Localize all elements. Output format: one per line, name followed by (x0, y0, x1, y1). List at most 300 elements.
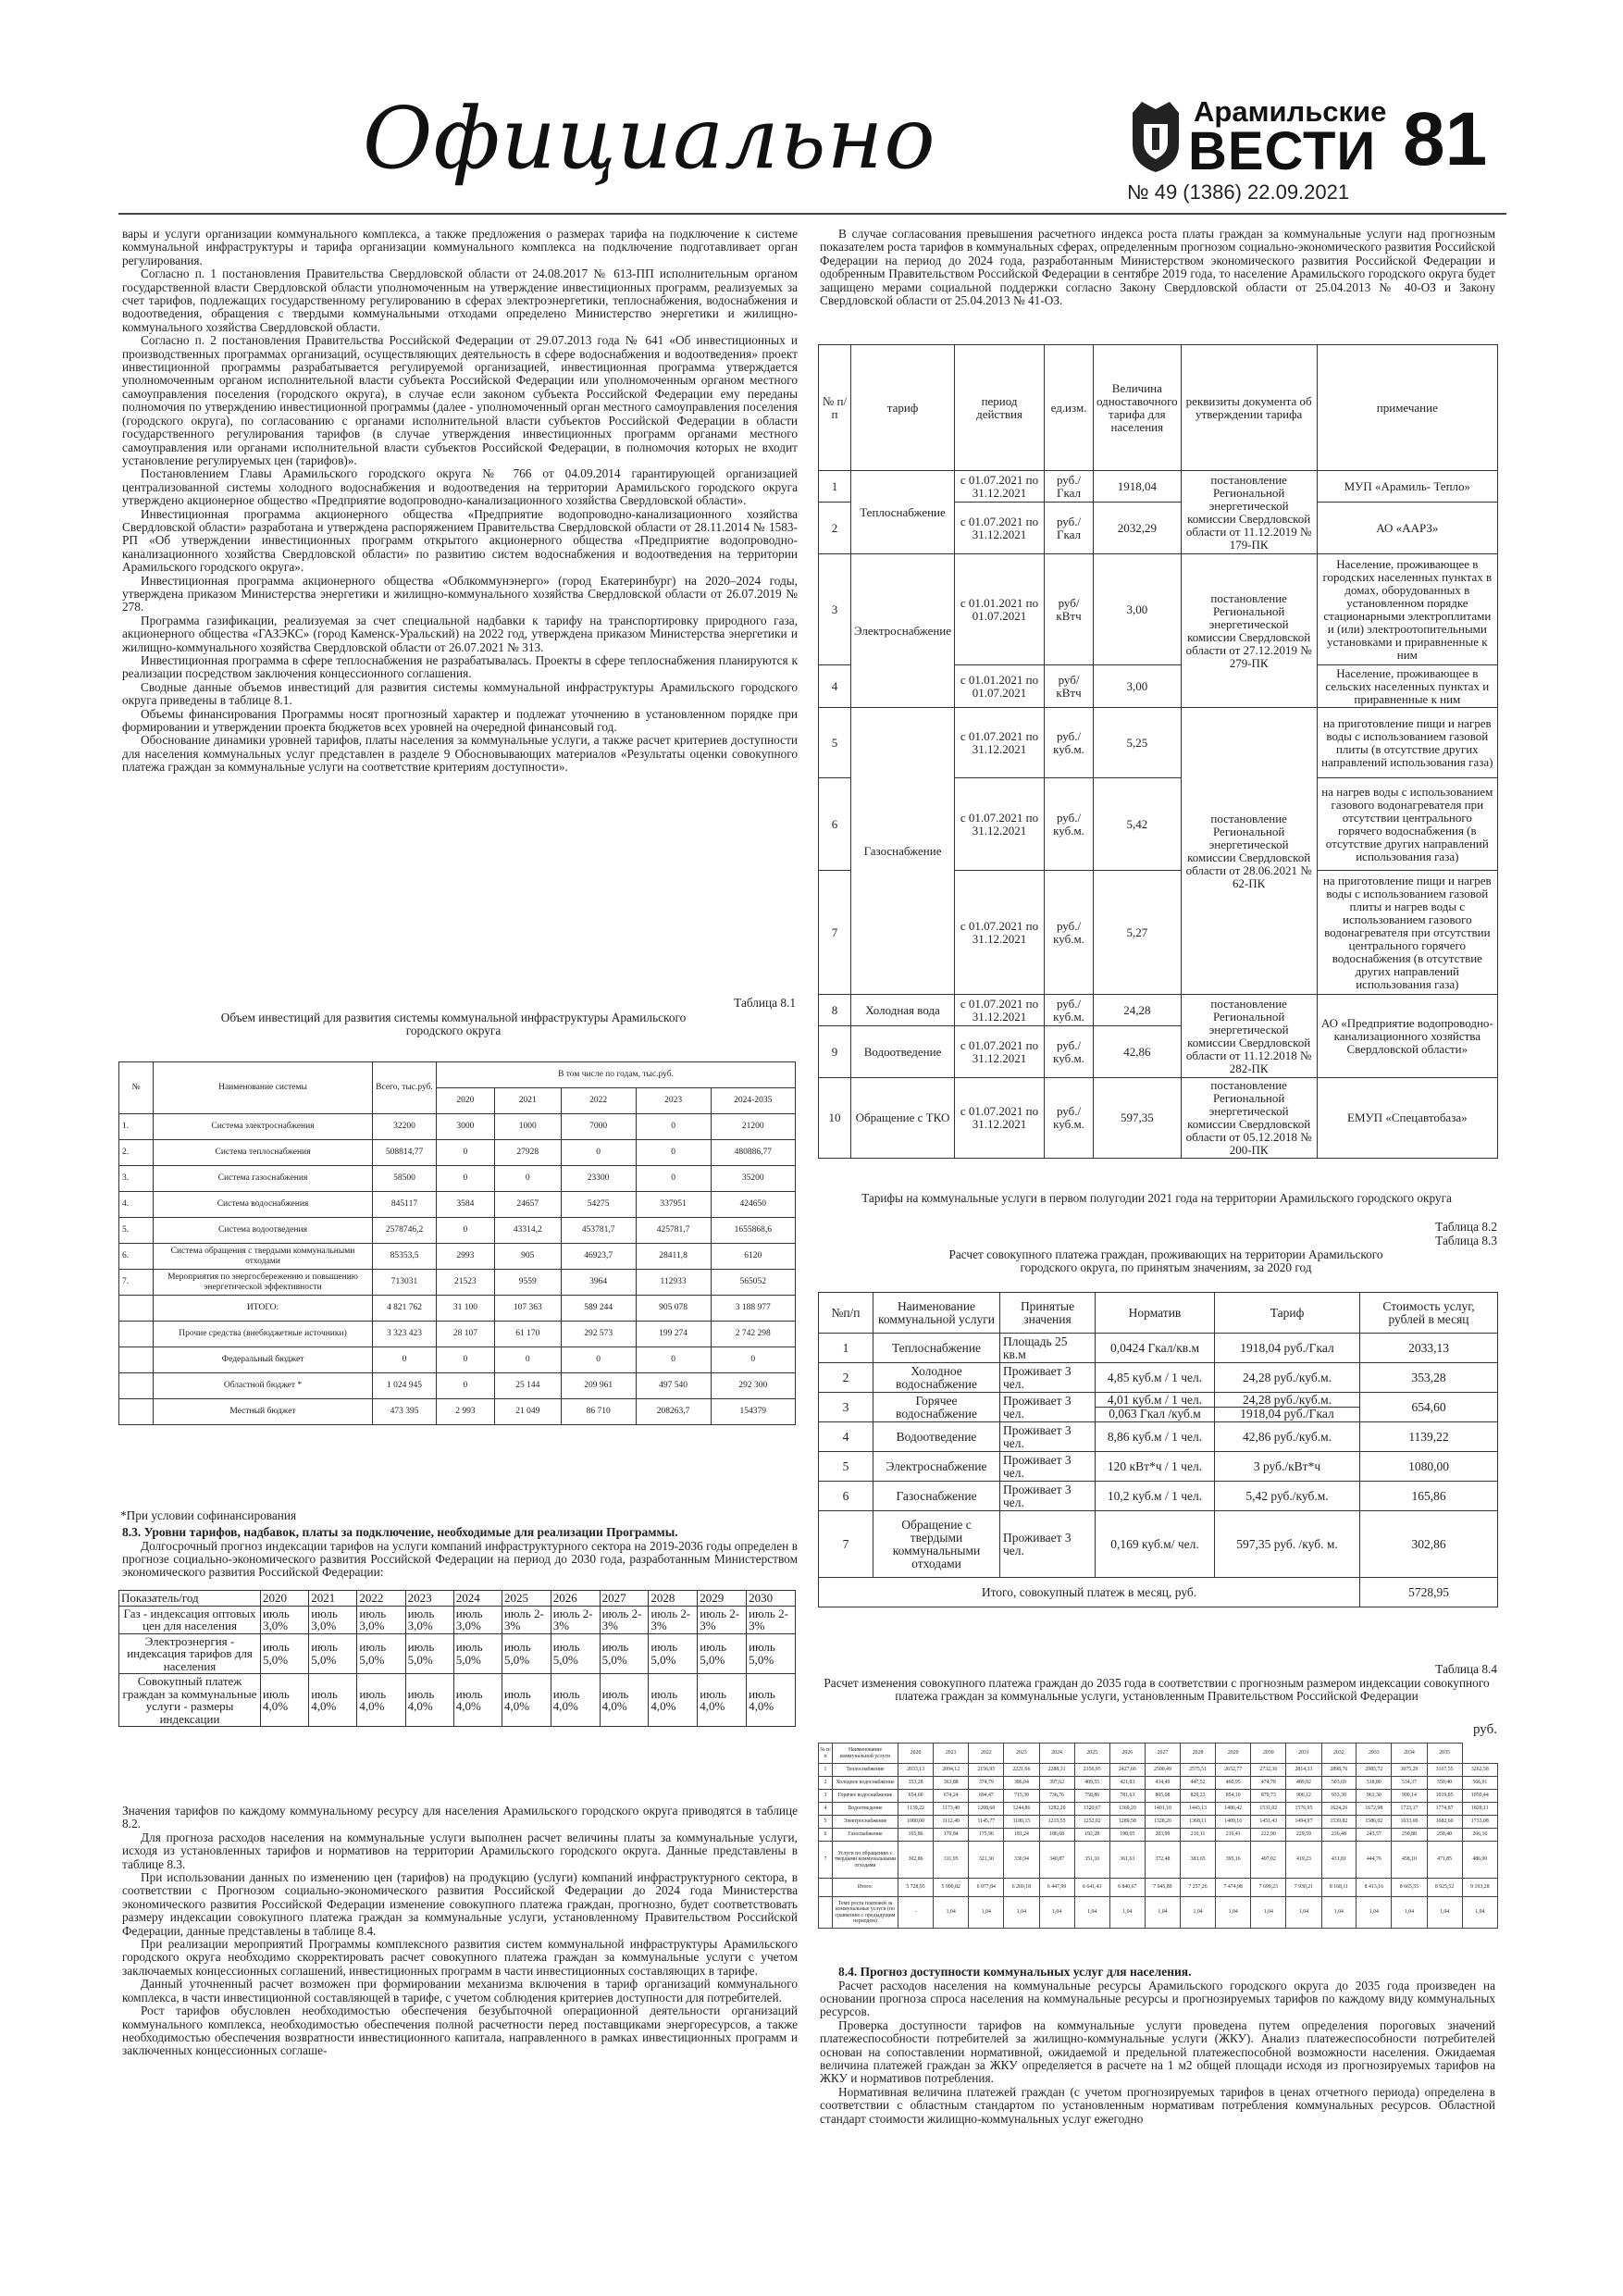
table-row (119, 1373, 796, 1399)
cell: 1173,40 (934, 1803, 969, 1816)
cell: 222,90 (1251, 1829, 1286, 1842)
col-header: 2023 (405, 1591, 453, 1607)
cell: 2288,31 (1039, 1764, 1074, 1777)
cell: 292 300 (711, 1373, 795, 1399)
paragraph: Данный уточненный расчет возможен при формировании механизма включения в тариф организаций коммунального комплекса, в части инвестиционной составляющей в тарифе, с учетом соблюдения критериев доступности для потребителей. (122, 1977, 798, 2004)
cell: 905 078 (636, 1296, 711, 1322)
cell: 6120 (711, 1244, 795, 1270)
cell: 3584 (437, 1192, 495, 1218)
cell: Электроснабжение (833, 1816, 898, 1829)
cell: 6 077,84 (969, 1879, 1004, 1897)
cell: 4 (819, 1422, 873, 1452)
cell: 1,04 (1286, 1897, 1321, 1929)
cell: 229,59 (1286, 1829, 1321, 1842)
cell: 3262,58 (1462, 1764, 1497, 1777)
cell: Мероприятия по энергосбережению и повышению энергетической эффективности (154, 1270, 373, 1296)
cell: 1918,04 (1094, 471, 1182, 503)
cell: 86 710 (561, 1399, 636, 1425)
cell: 236,48 (1321, 1829, 1357, 1842)
cell: 1328,26 (1145, 1816, 1180, 1829)
cell: июль 3,0% (309, 1606, 357, 1633)
cell: 508814,77 (373, 1140, 437, 1166)
cell: 3000 (437, 1114, 495, 1140)
table-row (119, 1322, 796, 1347)
cell (119, 1399, 154, 1425)
col-header: Величина одноставочного тарифа для населения (1094, 345, 1182, 471)
col-header: 2033 (1357, 1744, 1392, 1764)
cell: 186,68 (1039, 1829, 1074, 1842)
cell: 10,2 куб.м / 1 чел. (1096, 1482, 1215, 1511)
cell: 0 (494, 1166, 561, 1192)
cell: 2 (819, 503, 851, 554)
cell: Холодное водоснабжение (833, 1777, 898, 1790)
cell: Население, проживающее в сельских населенных пунктах и приравненные к ним (1317, 665, 1497, 708)
cell: 6 641,43 (1074, 1879, 1109, 1897)
col-header: № п/п (819, 345, 851, 471)
cell: 31 100 (437, 1296, 495, 1322)
col-header: 2025 (502, 1591, 551, 1607)
cell: 6 260,18 (1004, 1879, 1039, 1897)
table-total-row (819, 1578, 1498, 1607)
cell: 805,08 (1145, 1790, 1180, 1803)
cell: июль 5,0% (747, 1633, 796, 1674)
table-8-4-label: Таблица 8.4 (1435, 1662, 1497, 1676)
col-header: реквизиты документа об утверждении тарифа (1181, 345, 1317, 471)
cell: 1282,20 (1039, 1803, 1074, 1816)
cell: 112933 (636, 1270, 711, 1296)
cell: 5,42 руб./куб.м. (1215, 1482, 1360, 1511)
cell: 905 (494, 1244, 561, 1270)
table-row (819, 1897, 1498, 1929)
cell: 24,28 (1094, 995, 1182, 1026)
cell: 7 699,23 (1251, 1879, 1286, 1897)
cell: 165,86 (1360, 1482, 1498, 1511)
cell: Горячее водоснабжение (833, 1790, 898, 1803)
cell: 7 257,26 (1181, 1879, 1216, 1897)
cell: руб./куб.м. (1045, 1026, 1094, 1078)
cell: 3 323 423 (373, 1322, 437, 1347)
paragraph: Нормативная величина платежей граждан (с учетом прогнозируемых тарифов в ценах отчетного периода) определена в соответствии с областным стандартом по установленным нормативам потребления коммунальных ресурсов. Областной стандарт стоимости жилищно-коммунальных услуг ежегодно (820, 2084, 1495, 2126)
cell: 1401,10 (1145, 1803, 1180, 1816)
cell: июль 4,0% (309, 1674, 357, 1727)
col-header: 2031 (1286, 1744, 1321, 1764)
cell: 5728,95 (1360, 1578, 1498, 1607)
cell: Проживает 3 чел. (1000, 1482, 1096, 1511)
cell: 1,04 (969, 1897, 1004, 1929)
cell: 2 993 (437, 1399, 495, 1425)
table-row (819, 1452, 1498, 1482)
col-header: Показатель/год (119, 1591, 261, 1607)
cell-line: 4,01 куб.м / 1 чел. (1096, 1394, 1214, 1408)
col-header: 2029 (1216, 1744, 1251, 1764)
col-header: 2021 (494, 1088, 561, 1114)
cell: июль 4,0% (357, 1674, 405, 1727)
cell (819, 1879, 833, 1897)
cell: 24657 (494, 1192, 561, 1218)
cell: 321,30 (969, 1842, 1004, 1879)
tariff-table-caption: Тарифы на коммунальные услуги в первом полугодии 2021 года на территории Арамильского городского округа (861, 1191, 1452, 1205)
cell: постановление Региональной энергетической комиссии Свердловской области от 27.12.2019 № 279-ПК (1181, 554, 1317, 708)
cell: Электроснабжение (851, 554, 955, 708)
col-header: 2020 (437, 1088, 495, 1114)
cell: 58500 (373, 1166, 437, 1192)
cell: июль 5,0% (405, 1633, 453, 1674)
cell: 4 821 762 (373, 1296, 437, 1322)
table-8-1 (118, 1061, 796, 1425)
cell: 28 107 (437, 1322, 495, 1347)
cell: 46923,7 (561, 1244, 636, 1270)
cell: 1,04 (1145, 1897, 1180, 1929)
col-header: 2025 (1074, 1744, 1109, 1764)
cell: Обращение с твердыми коммунальными отходами (873, 1511, 1000, 1578)
cell: руб./Гкал (1045, 471, 1094, 503)
cell: июль 4,0% (747, 1674, 796, 1727)
table-row (819, 1511, 1498, 1578)
table-row (119, 1347, 796, 1373)
cell: июль 4,0% (649, 1674, 698, 1727)
cell: 7000 (561, 1114, 636, 1140)
header-rule (118, 213, 1506, 215)
cell: 1320,67 (1074, 1803, 1109, 1816)
table-row (119, 1296, 796, 1322)
paragraph: Проверка доступности тарифов на коммунальные услуги проведена путем определения пороговых значений платежеспособности потребителей за жилищно-коммунальные услуги (ЖКУ). Анализ платежеспособности потребителей основан на сопоставлении нормативной, ожидаемой и предельной платежеспособной возможности населения. Ожидаемая величина платежей граждан за ЖКУ определяется в расчете на 1 м2 общей площади исходя из прогнозируемых тарифов на ЖКУ и нормативов потребления. (820, 2017, 1495, 2086)
cell: 486,00 (1462, 1842, 1497, 1879)
cell: Система теплоснабжения (154, 1140, 373, 1166)
cell: 42,86 (1094, 1026, 1182, 1078)
table-row (819, 1790, 1498, 1803)
cell: 434,49 (1145, 1777, 1180, 1790)
table-row (819, 1842, 1498, 1879)
cell: 199 274 (636, 1322, 711, 1347)
cell: 2652,77 (1216, 1764, 1251, 1777)
cell: 1,04 (1181, 1897, 1216, 1929)
cell: 460,95 (1216, 1777, 1251, 1790)
cell: 5. (119, 1218, 154, 1244)
cell: 8 413,16 (1357, 1879, 1392, 1897)
cell: 3,00 (1094, 554, 1182, 665)
table-row (119, 1244, 796, 1270)
col-header: № п/п (819, 1744, 833, 1764)
cell: 566,91 (1462, 1777, 1497, 1790)
col-header: 2029 (698, 1591, 747, 1607)
paragraph: В случае согласования превышения расчетного индекса роста платы граждан за коммунальные услуги над прогнозным показателем роста тарифов в коммунальных сферах, определенным прогнозом социально-экономического развития Российской Федерации на период до 2024 года, разработанным Министерством экономического развития Российской Федерации и одобренным Правительством Российской Федерации в сентябре 2019 года, то население Арамильского городского округа будет защищено мерами социальной поддержки согласно Закону Свердловской области от 25.04.2013 № 40-ОЗ и Закону Свердловской области от 25.04.2013 № 41-ОЗ. (820, 227, 1495, 308)
cell: 1360,29 (1109, 1803, 1145, 1816)
cell: июль 5,0% (649, 1633, 698, 1674)
cell: 1655868,6 (711, 1218, 795, 1244)
cell: 210,11 (1181, 1829, 1216, 1842)
cell: Теплоснабжение (833, 1764, 898, 1777)
cell: 209 961 (561, 1373, 636, 1399)
cell: Темп роста платежей за коммунальные услуги (по сравнению с предыдущим периодом) (833, 1897, 898, 1929)
cell: ЕМУП «Спецавтобаза» (1317, 1078, 1497, 1159)
table-8-4-unit: руб. (1473, 1722, 1497, 1737)
col-header: Наименование системы (154, 1062, 373, 1114)
cell: 2221,66 (1004, 1764, 1039, 1777)
cell: 3 (819, 554, 851, 665)
col-header: 2024-2035 (711, 1088, 795, 1114)
col-header: 2028 (1181, 1744, 1216, 1764)
cell: 395,16 (1216, 1842, 1251, 1879)
col-header: период действия (955, 345, 1045, 471)
cell: Газоснабжение (873, 1482, 1000, 1511)
col-header: 2024 (1039, 1744, 1074, 1764)
cell: 8 925,52 (1427, 1879, 1462, 1897)
cell: Холодное водоснабжение (873, 1363, 1000, 1393)
table-row (119, 1140, 796, 1166)
cell: Проживает 3 чел. (1000, 1422, 1096, 1452)
cell: июль 5,0% (698, 1633, 747, 1674)
cell: 1531,02 (1251, 1803, 1286, 1816)
cell: руб./куб.м. (1045, 1078, 1094, 1159)
cell: 5 (819, 1816, 833, 1829)
cell: с 01.07.2021 по 31.12.2021 (955, 778, 1045, 871)
cell (1215, 1393, 1360, 1422)
cell: 216,41 (1216, 1829, 1251, 1842)
cell: Система водоотведения (154, 1218, 373, 1244)
paragraph: Объемы финансирования Программы носят прогнозный характер и подлежат уточнению в установленном порядке при формировании и утверждении проекта бюджетов всех уровней на очередной финансовый год. (122, 706, 798, 735)
col-header: 2035 (1427, 1744, 1462, 1764)
cell: 6 (819, 1829, 833, 1842)
cell: июль 5,0% (309, 1633, 357, 1674)
paragraph: вары и услуги организации коммунального комплекса, а также предложения о размерах тарифа на подключение к системе коммунальной инфраструктуры и тарифа организации коммунального комплекса на подключение подготавливает орган регулирования. (122, 227, 798, 267)
cell: 330,94 (1004, 1842, 1039, 1879)
cell: 208263,7 (636, 1399, 711, 1425)
col-header: 2022 (357, 1591, 405, 1607)
cell: 9 193,28 (1462, 1879, 1497, 1897)
cell: 1000 (494, 1114, 561, 1140)
cell-line: 24,28 руб./куб.м. (1215, 1394, 1359, 1408)
tariff-table (818, 344, 1498, 1159)
cell: 933,30 (1321, 1790, 1357, 1803)
cell: 0 (437, 1218, 495, 1244)
cell: Водоотведение (851, 1026, 955, 1078)
cell: 25 144 (494, 1373, 561, 1399)
cell: 1,04 (1004, 1897, 1039, 1929)
cell: 5 900,82 (934, 1879, 969, 1897)
cell: 154379 (711, 1399, 795, 1425)
col-header: 2023 (1004, 1744, 1039, 1764)
cell: 292 573 (561, 1322, 636, 1347)
cell: июль 3,0% (357, 1606, 405, 1633)
table-row (119, 1166, 796, 1192)
cell: 3964 (561, 1270, 636, 1296)
table-row (119, 1399, 796, 1425)
section-8-3 (122, 1526, 798, 1580)
cell: 340,87 (1039, 1842, 1074, 1879)
col-header: 2032 (1321, 1744, 1357, 1764)
cell: 1,04 (934, 1897, 969, 1929)
cell: 1080,00 (1360, 1452, 1498, 1482)
col-header: №п/п (819, 1293, 873, 1334)
cell: 1080,00 (898, 1816, 934, 1829)
cell: 1409,16 (1216, 1816, 1251, 1829)
cell: 8,86 куб.м / 1 чел. (1096, 1422, 1215, 1452)
cell (119, 1373, 154, 1399)
cell: 1. (119, 1114, 154, 1140)
col-header: 2020 (898, 1744, 934, 1764)
cell: 1,04 (1074, 1897, 1109, 1929)
paragraph: Постановлением Главы Арамильского городского округа № 766 от 04.09.2014 гарантирующей организацией централизованной системы холодного водоснабжения и водоотведения на территории Арамильского городского округа утверждено акционерное общество «Предприятие водопроводно-канализационного хозяйства Свердловской области». (122, 466, 798, 508)
col-header: 2030 (747, 1591, 796, 1607)
cell: Газоснабжение (851, 708, 955, 995)
cell: 198,05 (1109, 1829, 1145, 1842)
cell: 4 (819, 665, 851, 708)
table-row (819, 1393, 1498, 1422)
cell: 2898,76 (1321, 1764, 1357, 1777)
paragraph: Инвестиционная программа акционерного общества «Облкоммунэнерго» (город Екатеринбург) на 2020–2024 годы, утверждена приказом Министерства энергетики и жилищно-коммунального хозяйства Свердловской области от 26.07.2019 № 278. (122, 573, 798, 614)
cell: 419,23 (1286, 1842, 1321, 1879)
cell: 302,86 (898, 1842, 934, 1879)
col-header: ед.изм. (1045, 345, 1094, 471)
cell: на приготовление пищи и нагрев воды с использованием газовой плиты (в отсутствие других направлений использования газа) (1317, 708, 1497, 778)
cell: 736,76 (1039, 1790, 1074, 1803)
cell: июль 4,0% (405, 1674, 453, 1727)
cell: Прочие средства (внебюджетные источники) (154, 1322, 373, 1347)
cell: Проживает 3 чел. (1000, 1393, 1096, 1422)
cell: 0 (636, 1166, 711, 1192)
table-8-4-title: Расчет изменения совокупного платежа граждан до 2035 года в соответствии с прогнозным размером индексации совокупного платежа граждан за коммунальные услуги, установленным Правительством Российской Федерации (824, 1676, 1490, 1704)
cell: Местный бюджет (154, 1399, 373, 1425)
cell: 503,69 (1321, 1777, 1357, 1790)
paragraph: Рост тарифов обусловлен необходимостью обеспечения безубыточной операционной деятельности организаций коммунального комплекса, необходимостью обеспечения полной расчетности перед поставщиками энергоресурсов, а также необходимостью обеспечения возвратности инвестиционного капитала, направленного в рамках инвестиционных программ и заключенных концессионных соглаше- (122, 2004, 798, 2058)
cell: руб/кВтч (1045, 554, 1094, 665)
cell: июль 2-3% (502, 1606, 551, 1633)
cell: постановление Региональной энергетической комиссии Свердловской области от 11.12.2018 № 282-ПК (1181, 995, 1317, 1078)
table-row (119, 1218, 796, 1244)
cell: 1624,26 (1321, 1803, 1357, 1816)
cell: 1733,08 (1462, 1816, 1497, 1829)
cell: 85353,5 (373, 1244, 437, 1270)
cell: 1252,02 (1074, 1816, 1109, 1829)
cell: Газ - индексация оптовых цен для населения (119, 1606, 261, 1633)
col-header: 2028 (649, 1591, 698, 1607)
page-number: 81 (1403, 97, 1488, 181)
cell: 1019,85 (1427, 1790, 1462, 1803)
col-header: Тариф (1215, 1293, 1360, 1334)
cell: 444,76 (1357, 1842, 1392, 1879)
cell: 2032,29 (1094, 503, 1182, 554)
cell: 243,57 (1357, 1829, 1392, 1842)
cell: 27928 (494, 1140, 561, 1166)
cell: 845117 (373, 1192, 437, 1218)
cell: 1494,97 (1286, 1816, 1321, 1829)
col-header: В том числе по годам, тыс.руб. (437, 1062, 796, 1088)
cell: 2 (819, 1777, 833, 1790)
cell: 8 665,55 (1392, 1879, 1427, 1897)
cell: июль 2-3% (698, 1606, 747, 1633)
cell: 2 (819, 1363, 873, 1393)
cell: 2993 (437, 1244, 495, 1270)
cell: 424650 (711, 1192, 795, 1218)
cell: постановление Региональной энергетической комиссии Свердловской области от 28.06.2021 № 62-ПК (1181, 708, 1317, 995)
cell: Система водоснабжения (154, 1192, 373, 1218)
cell: Федеральный бюджет (154, 1347, 373, 1373)
cell: 1139,22 (1360, 1422, 1498, 1452)
cell: руб./Гкал (1045, 503, 1094, 554)
paragraph: При использовании данных по изменению цен (тарифов) на продукцию (услуги) компаний инфраструктурного сектора, в соответствии с Прогнозом социально-экономического развития Российской Федерации до 2024 года Министерства экономического развития Российской Федерации изменение совокупного платежа граждан, прогнозно, будет соответствовать размеру индексации совокупного платежа граждан за коммунальные услуги, установленному Правительством Российской Федерации, данные представлены в таблице 8.4. (122, 1870, 798, 1938)
cell: 351,10 (1074, 1842, 1109, 1879)
cell: 353,28 (1360, 1363, 1498, 1393)
left-intro (122, 228, 798, 775)
col-header: Наименование коммунальной услуги (873, 1293, 1000, 1334)
cell: 1682,60 (1427, 1816, 1462, 1829)
cell: 8 (819, 995, 851, 1026)
cell: июль 3,0% (261, 1606, 309, 1633)
paragraph: При реализации мероприятий Программы комплексного развития систем коммунальной инфраструктуры Арамильского городского округа необходимо скорректировать расчет совокупного платежа граждан за коммунальные услуги с учетом заключаемых концессионных соглашений, инвестиционных программ в части инвестиционных составляющих в тарифе. (122, 1937, 798, 1978)
table-row (819, 1334, 1498, 1363)
table-row (819, 1829, 1498, 1842)
cell: 781,63 (1109, 1790, 1145, 1803)
cell: 120 кВт*ч / 1 чел. (1096, 1452, 1215, 1482)
cell: 2427,66 (1109, 1764, 1145, 1777)
cell: 7 (819, 1842, 833, 1879)
cell: 1723,17 (1392, 1803, 1427, 1816)
cell: 5 728,95 (898, 1879, 934, 1897)
cell: июль 5,0% (261, 1633, 309, 1674)
cell: 5,42 (1094, 778, 1182, 871)
cell: руб/кВтч (1045, 665, 1094, 708)
index-table (118, 1590, 796, 1727)
cell: 1586,02 (1357, 1816, 1392, 1829)
cell: 7 045,89 (1145, 1879, 1180, 1897)
cell: 1,04 (1216, 1897, 1251, 1929)
col-header: 2023 (636, 1088, 711, 1114)
table-8-1-footnote: *При условии софинансирования (120, 1508, 297, 1522)
cell: 1,04 (1427, 1897, 1462, 1929)
cell: 431,81 (1321, 1842, 1357, 1879)
section-heading: 8.4. Прогноз доступности коммунальных услуг для населения. (838, 1965, 1192, 1979)
coat-of-arms-icon (1123, 96, 1188, 174)
cell: 1672,98 (1357, 1803, 1392, 1816)
cell: июль 2-3% (649, 1606, 698, 1633)
table-8-2-label: Таблица 8.2 (1435, 1220, 1497, 1234)
cell (1096, 1393, 1215, 1422)
cell: Итого, совокупный платеж в месяц, руб. (819, 1578, 1360, 1607)
cell: Холодная вода (851, 995, 955, 1026)
issue-info: № 49 (1386) 22.09.2021 (1127, 180, 1350, 204)
cell: 3167,55 (1427, 1764, 1462, 1777)
cell: 170,84 (934, 1829, 969, 1842)
cell: 3 руб./кВт*ч (1215, 1452, 1360, 1482)
cell: 24,28 руб./куб.м. (1215, 1363, 1360, 1393)
cell: 407,02 (1251, 1842, 1286, 1879)
table-row (119, 1192, 796, 1218)
cell: 990,14 (1392, 1790, 1427, 1803)
cell: 181,24 (1004, 1829, 1039, 1842)
table-row (119, 1606, 796, 1633)
cell: Водоотведение (833, 1803, 898, 1816)
cell: 489,02 (1286, 1777, 1321, 1790)
cell: 1,04 (1039, 1897, 1074, 1929)
cell: 1539,82 (1321, 1816, 1357, 1829)
cell: 21523 (437, 1270, 495, 1296)
paragraph: Долгосрочный прогноз индексации тарифов на услуги компаний инфраструктурного сектора на 2019-2036 годы определен в прогнозе социально-экономического развития Российской Федерации на период до 2030 года, разработанным Министерством экономического развития Российской Федерации: (122, 1538, 798, 1580)
cell: 550,40 (1427, 1777, 1462, 1790)
cell: 1145,77 (969, 1816, 1004, 1829)
table-row (119, 1270, 796, 1296)
cell: 3075,29 (1392, 1764, 1427, 1777)
table-row (819, 1422, 1498, 1452)
cell: 5 (819, 1452, 873, 1482)
cell: 7 930,21 (1286, 1879, 1321, 1897)
paragraph: Сводные данные объемов инвестиций для развития системы коммунальной инфраструктуры Арамильского городского округа приведены в таблице 8.1. (122, 679, 798, 708)
cell: июль 5,0% (502, 1633, 551, 1674)
cell: 497 540 (636, 1373, 711, 1399)
cell: 1,04 (1321, 1897, 1357, 1929)
cell: 0 (636, 1114, 711, 1140)
cell: 1180,15 (1004, 1816, 1039, 1829)
cell: 0 (561, 1140, 636, 1166)
